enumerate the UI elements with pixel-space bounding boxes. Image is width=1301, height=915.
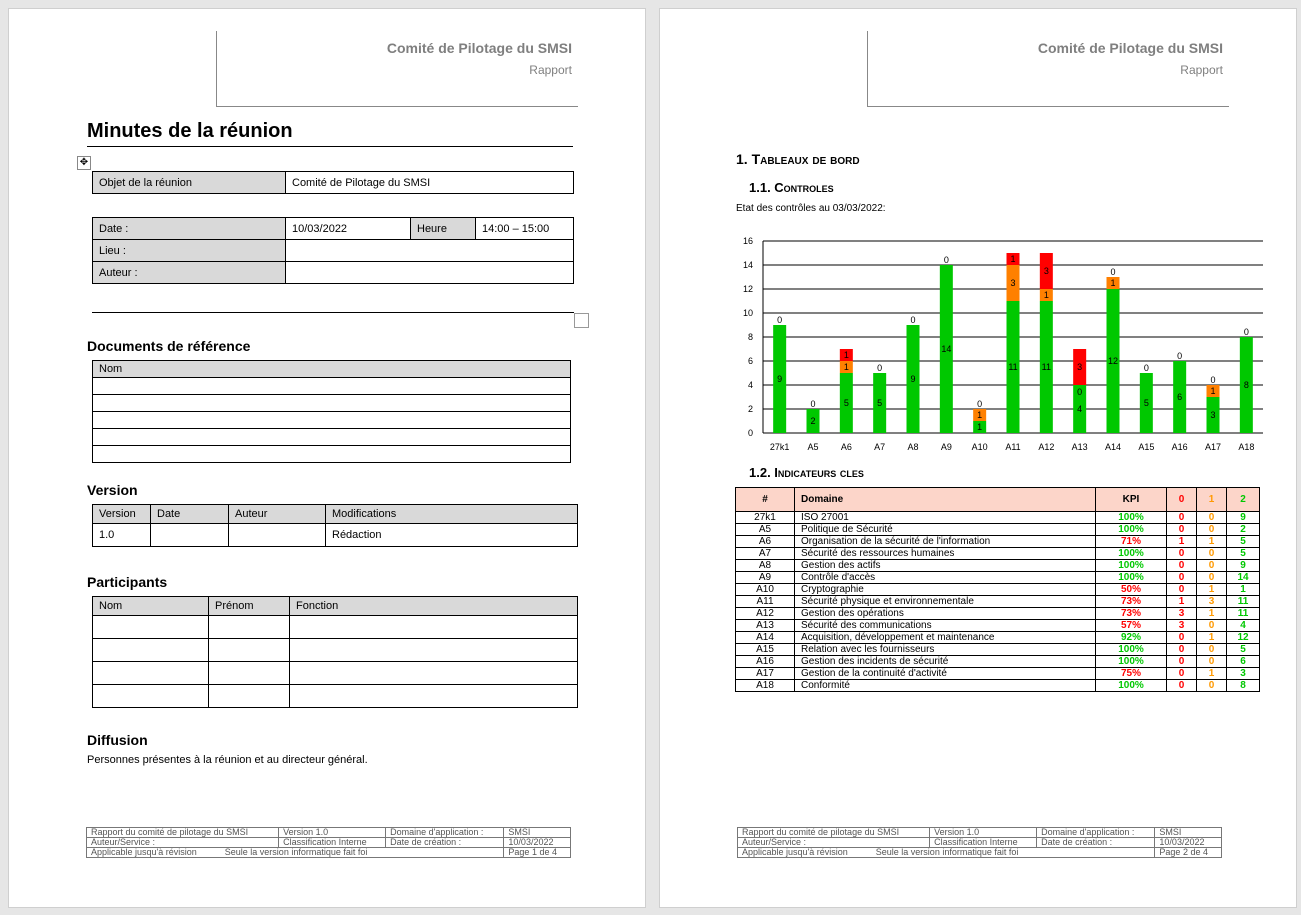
data-label: 14 bbox=[941, 344, 952, 354]
footer-cell: Version 1.0 bbox=[930, 828, 1037, 838]
data-label: 1 bbox=[1010, 254, 1016, 264]
kpi-row bbox=[736, 608, 1260, 620]
kpi-cell: 12 bbox=[1227, 632, 1260, 644]
kpi-cell: 11 bbox=[1227, 596, 1260, 608]
kpi-cell: 100% bbox=[1096, 644, 1167, 656]
kpi-cell: 73% bbox=[1096, 608, 1167, 620]
x-tick-label: A7 bbox=[874, 442, 886, 452]
data-label: 3 bbox=[1010, 278, 1016, 288]
data-label: 1 bbox=[1110, 278, 1116, 288]
kpi-cell: 0 bbox=[1197, 620, 1227, 632]
data-label: 0 bbox=[1177, 351, 1183, 361]
kpi-row bbox=[736, 620, 1260, 632]
kpi-row bbox=[736, 596, 1260, 608]
version-cell[interactable] bbox=[151, 524, 229, 547]
header-title: Comité de Pilotage du SMSI bbox=[1037, 40, 1223, 56]
kpi-cell: 100% bbox=[1096, 680, 1167, 692]
diffusion-heading: Diffusion bbox=[87, 732, 148, 748]
y-tick-label: 14 bbox=[742, 260, 753, 270]
kpi-cell: 0 bbox=[1167, 584, 1197, 596]
kpi-cell: Gestion des actifs bbox=[795, 560, 1096, 572]
data-label: 2 bbox=[810, 416, 816, 426]
docs-table bbox=[92, 360, 571, 463]
kpi-cell: 9 bbox=[1227, 512, 1260, 524]
version-header: Date bbox=[151, 505, 229, 524]
page-header bbox=[867, 31, 1229, 107]
kpi-cell: 1 bbox=[1167, 536, 1197, 548]
kpi-cell: A15 bbox=[736, 644, 795, 656]
kpi-row bbox=[736, 584, 1260, 596]
x-tick-label: A17 bbox=[1204, 442, 1222, 452]
kpi-cell: Sécurité des communications bbox=[795, 620, 1096, 632]
docs-heading: Documents de référence bbox=[87, 338, 251, 354]
table-resize-handle-icon[interactable] bbox=[574, 313, 589, 328]
footer-cell: Auteur/Service : bbox=[738, 838, 930, 848]
participant-cell[interactable] bbox=[93, 639, 209, 662]
kpi-row bbox=[736, 644, 1260, 656]
data-label: 12 bbox=[1107, 356, 1119, 366]
kpi-cell: 0 bbox=[1197, 524, 1227, 536]
footer-cell: 10/03/2022 bbox=[1155, 838, 1222, 848]
data-label: 4 bbox=[1077, 404, 1083, 414]
x-tick-label: A13 bbox=[1071, 442, 1088, 452]
participants-header: Prénom bbox=[209, 597, 290, 616]
data-label: 0 bbox=[777, 315, 783, 325]
participants-heading: Participants bbox=[87, 574, 168, 590]
data-label: 3 bbox=[1077, 362, 1083, 372]
meeting-info-table bbox=[92, 217, 574, 284]
kpi-cell: A13 bbox=[736, 620, 795, 632]
page-number: Page 2 de 4 bbox=[1155, 848, 1222, 858]
kpi-cell: A9 bbox=[736, 572, 795, 584]
kpi-cell: 2 bbox=[1227, 524, 1260, 536]
data-label: 0 bbox=[910, 315, 916, 325]
participant-cell[interactable] bbox=[209, 662, 290, 685]
kpi-cell: 1 bbox=[1197, 584, 1227, 596]
data-label: 1 bbox=[1210, 386, 1216, 396]
kpi-cell: 100% bbox=[1096, 548, 1167, 560]
kpi-cell: Contrôle d'accès bbox=[795, 572, 1096, 584]
footer-cell: Seule la version informatique fait foi bbox=[875, 847, 1019, 857]
data-label: 0 bbox=[1110, 267, 1116, 277]
kpi-header: Domaine bbox=[795, 488, 1096, 512]
data-label: 5 bbox=[843, 398, 849, 408]
kpi-row bbox=[736, 512, 1260, 524]
participant-cell[interactable] bbox=[290, 639, 578, 662]
participants-table bbox=[92, 596, 578, 708]
kpi-cell: 0 bbox=[1167, 632, 1197, 644]
divider bbox=[92, 312, 574, 313]
data-label: 0 bbox=[877, 363, 883, 373]
subsection-heading: 1.1. Controles bbox=[749, 180, 834, 195]
kpi-cell: 92% bbox=[1096, 632, 1167, 644]
version-cell[interactable]: Rédaction bbox=[326, 524, 578, 547]
kpi-cell: 1 bbox=[1197, 608, 1227, 620]
lieu-value[interactable] bbox=[286, 240, 574, 262]
participants-header: Fonction bbox=[290, 597, 578, 616]
data-label: 0 bbox=[810, 399, 816, 409]
kpi-cell: Organisation de la sécurité de l'information bbox=[795, 536, 1096, 548]
kpi-cell: 100% bbox=[1096, 524, 1167, 536]
heure-value[interactable]: 14:00 – 15:00 bbox=[476, 218, 574, 240]
kpi-row bbox=[736, 656, 1260, 668]
kpi-cell: Cryptographie bbox=[795, 584, 1096, 596]
header-subtitle: Rapport bbox=[529, 63, 572, 77]
data-label: 9 bbox=[910, 374, 916, 384]
kpi-header: KPI bbox=[1096, 488, 1167, 512]
data-label: 3 bbox=[1043, 266, 1049, 276]
footer-cell: Rapport du comité de pilotage du SMSI bbox=[738, 828, 930, 838]
kpi-cell: A14 bbox=[736, 632, 795, 644]
kpi-cell: Politique de Sécurité bbox=[795, 524, 1096, 536]
subsection-heading: 1.2. Indicateurs cles bbox=[749, 465, 864, 480]
objet-label: Objet de la réunion bbox=[93, 172, 286, 194]
docs-cell[interactable] bbox=[93, 378, 571, 395]
data-label: 0 bbox=[1210, 375, 1216, 385]
participant-cell[interactable] bbox=[290, 616, 578, 639]
footer-cell: Version 1.0 bbox=[279, 828, 386, 838]
kpi-cell: 1 bbox=[1197, 632, 1227, 644]
x-tick-label: A9 bbox=[940, 442, 952, 452]
kpi-cell: 9 bbox=[1227, 560, 1260, 572]
kpi-cell: 5 bbox=[1227, 548, 1260, 560]
kpi-cell: Relation avec les fournisseurs bbox=[795, 644, 1096, 656]
participant-cell[interactable] bbox=[209, 685, 290, 708]
page-1 bbox=[8, 8, 646, 908]
kpi-cell: 0 bbox=[1197, 560, 1227, 572]
x-tick-label: A16 bbox=[1171, 442, 1188, 452]
y-tick-label: 6 bbox=[747, 356, 753, 366]
kpi-cell: 5 bbox=[1227, 644, 1260, 656]
x-tick-label: A12 bbox=[1038, 442, 1055, 452]
docs-cell[interactable] bbox=[93, 395, 571, 412]
x-tick-label: A14 bbox=[1104, 442, 1122, 452]
data-label: 0 bbox=[943, 255, 949, 265]
lieu-label: Lieu : bbox=[93, 240, 286, 262]
document-title: Minutes de la réunion bbox=[87, 120, 573, 147]
data-label: 11 bbox=[1041, 362, 1052, 372]
kpi-cell: 73% bbox=[1096, 596, 1167, 608]
data-label: 1 bbox=[1043, 290, 1049, 300]
footer-cell: SMSI bbox=[504, 828, 571, 838]
kpi-cell: 3 bbox=[1167, 608, 1197, 620]
header-title: Comité de Pilotage du SMSI bbox=[386, 40, 572, 56]
kpi-cell: 1 bbox=[1197, 536, 1227, 548]
x-tick-label: A8 bbox=[907, 442, 919, 452]
kpi-row bbox=[736, 524, 1260, 536]
data-label: 3 bbox=[1210, 410, 1216, 420]
kpi-table bbox=[735, 487, 1260, 692]
kpi-row bbox=[736, 560, 1260, 572]
kpi-cell: 3 bbox=[1227, 668, 1260, 680]
kpi-cell: 0 bbox=[1167, 656, 1197, 668]
data-label: 1 bbox=[977, 410, 983, 420]
section-heading: 1. Tableaux de bord bbox=[736, 151, 860, 167]
data-label: 1 bbox=[843, 350, 849, 360]
data-label: 0 bbox=[1077, 387, 1083, 397]
kpi-cell: A16 bbox=[736, 656, 795, 668]
kpi-cell: 0 bbox=[1167, 644, 1197, 656]
kpi-cell: Gestion des opérations bbox=[795, 608, 1096, 620]
version-table bbox=[92, 504, 578, 547]
x-tick-label: 27k1 bbox=[769, 442, 790, 452]
version-heading: Version bbox=[87, 482, 138, 498]
footer-cell: 10/03/2022 bbox=[504, 838, 571, 848]
x-tick-label: A18 bbox=[1238, 442, 1255, 452]
footer-cell: SMSI bbox=[1155, 828, 1222, 838]
kpi-row bbox=[736, 536, 1260, 548]
page-footer bbox=[86, 827, 571, 858]
kpi-row bbox=[736, 632, 1260, 644]
y-tick-label: 12 bbox=[742, 284, 753, 294]
kpi-cell: A18 bbox=[736, 680, 795, 692]
kpi-cell: 0 bbox=[1197, 572, 1227, 584]
kpi-row bbox=[736, 572, 1260, 584]
data-label: 11 bbox=[1008, 362, 1018, 372]
kpi-cell: A11 bbox=[736, 596, 795, 608]
kpi-cell: A12 bbox=[736, 608, 795, 620]
kpi-cell: 14 bbox=[1227, 572, 1260, 584]
kpi-cell: 0 bbox=[1167, 572, 1197, 584]
date-label: Date : bbox=[93, 218, 286, 240]
kpi-cell: A6 bbox=[736, 536, 795, 548]
footer-cell: Domaine d'application : bbox=[1037, 828, 1155, 838]
date-value[interactable]: 10/03/2022 bbox=[286, 218, 411, 240]
y-tick-label: 10 bbox=[742, 308, 753, 318]
footer-cell: Applicable jusqu'à révision bbox=[91, 847, 197, 857]
footer-cell: Auteur/Service : bbox=[87, 838, 279, 848]
kpi-row bbox=[736, 548, 1260, 560]
kpi-cell: ISO 27001 bbox=[795, 512, 1096, 524]
kpi-cell: 100% bbox=[1096, 656, 1167, 668]
kpi-header: # bbox=[736, 488, 795, 512]
kpi-cell: A17 bbox=[736, 668, 795, 680]
data-label: 0 bbox=[1243, 327, 1249, 337]
page-footer bbox=[737, 827, 1222, 858]
kpi-cell: 11 bbox=[1227, 608, 1260, 620]
footer-cell: Seule la version informatique fait foi bbox=[224, 847, 368, 857]
kpi-cell: 8 bbox=[1227, 680, 1260, 692]
y-tick-label: 16 bbox=[742, 236, 753, 246]
kpi-cell: 0 bbox=[1197, 656, 1227, 668]
kpi-cell: 1 bbox=[1197, 668, 1227, 680]
diffusion-text: Personnes présentes à la réunion et au directeur général. bbox=[87, 754, 368, 766]
kpi-cell: 71% bbox=[1096, 536, 1167, 548]
kpi-cell: 57% bbox=[1096, 620, 1167, 632]
data-label: 5 bbox=[1143, 398, 1149, 408]
docs-cell[interactable] bbox=[93, 429, 571, 446]
y-tick-label: 4 bbox=[747, 380, 753, 390]
version-header: Auteur bbox=[229, 505, 326, 524]
footer-cell: Applicable jusqu'à révision bbox=[742, 847, 848, 857]
participant-cell[interactable] bbox=[209, 616, 290, 639]
kpi-cell: A10 bbox=[736, 584, 795, 596]
kpi-header: 1 bbox=[1197, 488, 1227, 512]
y-tick-label: 8 bbox=[747, 332, 753, 342]
kpi-cell: 4 bbox=[1227, 620, 1260, 632]
kpi-cell: 3 bbox=[1167, 620, 1197, 632]
x-tick-label: A6 bbox=[840, 442, 852, 452]
kpi-cell: 100% bbox=[1096, 512, 1167, 524]
data-label: 9 bbox=[777, 374, 783, 384]
kpi-cell: 0 bbox=[1167, 668, 1197, 680]
header-subtitle: Rapport bbox=[1180, 63, 1223, 77]
kpi-cell: 0 bbox=[1197, 644, 1227, 656]
chart-caption: Etat des contrôles au 03/03/2022: bbox=[736, 203, 886, 214]
participant-cell[interactable] bbox=[93, 616, 209, 639]
kpi-cell: 0 bbox=[1197, 548, 1227, 560]
kpi-cell: 1 bbox=[1167, 596, 1197, 608]
footer-cell: Domaine d'application : bbox=[386, 828, 504, 838]
kpi-cell: Gestion de la continuité d'activité bbox=[795, 668, 1096, 680]
kpi-cell: 100% bbox=[1096, 560, 1167, 572]
footer-cell: Rapport du comité de pilotage du SMSI bbox=[87, 828, 279, 838]
kpi-cell: Acquisition, développement et maintenance bbox=[795, 632, 1096, 644]
data-label: 8 bbox=[1243, 380, 1249, 390]
kpi-cell: Sécurité des ressources humaines bbox=[795, 548, 1096, 560]
kpi-header: 2 bbox=[1227, 488, 1260, 512]
kpi-row bbox=[736, 680, 1260, 692]
kpi-cell: 0 bbox=[1197, 680, 1227, 692]
x-tick-label: A11 bbox=[1005, 442, 1021, 452]
auteur-label: Auteur : bbox=[93, 262, 286, 284]
data-label: 1 bbox=[977, 422, 983, 432]
kpi-cell: 1 bbox=[1227, 584, 1260, 596]
kpi-cell: 0 bbox=[1167, 548, 1197, 560]
kpi-cell: A7 bbox=[736, 548, 795, 560]
kpi-cell: 0 bbox=[1167, 680, 1197, 692]
kpi-cell: 0 bbox=[1197, 512, 1227, 524]
table-move-handle-icon[interactable]: ✥ bbox=[77, 156, 91, 170]
heure-label: Heure bbox=[411, 218, 476, 240]
participant-cell[interactable] bbox=[290, 662, 578, 685]
y-tick-label: 2 bbox=[747, 404, 753, 414]
x-tick-label: A15 bbox=[1138, 442, 1155, 452]
data-label: 5 bbox=[877, 398, 883, 408]
kpi-cell: 0 bbox=[1167, 524, 1197, 536]
footer-cell: Classification Interne bbox=[930, 838, 1037, 848]
version-header: Modifications bbox=[326, 505, 578, 524]
participant-cell[interactable] bbox=[93, 685, 209, 708]
kpi-cell: 6 bbox=[1227, 656, 1260, 668]
participant-cell[interactable] bbox=[290, 685, 578, 708]
docs-cell[interactable] bbox=[93, 412, 571, 429]
kpi-cell: 27k1 bbox=[736, 512, 795, 524]
participant-cell[interactable] bbox=[93, 662, 209, 685]
version-cell[interactable]: 1.0 bbox=[93, 524, 151, 547]
data-label: 0 bbox=[977, 399, 983, 409]
kpi-header: 0 bbox=[1167, 488, 1197, 512]
kpi-cell: 0 bbox=[1167, 560, 1197, 572]
kpi-cell: 3 bbox=[1197, 596, 1227, 608]
page-2 bbox=[659, 8, 1297, 908]
footer-cell: Date de création : bbox=[386, 838, 504, 848]
objet-table bbox=[92, 171, 574, 194]
kpi-cell: 5 bbox=[1227, 536, 1260, 548]
footer-cell: Date de création : bbox=[1037, 838, 1155, 848]
kpi-cell: A8 bbox=[736, 560, 795, 572]
controls-bar-chart bbox=[720, 224, 1280, 454]
kpi-row bbox=[736, 668, 1260, 680]
data-label: 0 bbox=[1143, 363, 1149, 373]
page-number: Page 1 de 4 bbox=[504, 848, 571, 858]
kpi-cell: 75% bbox=[1096, 668, 1167, 680]
auteur-value[interactable] bbox=[286, 262, 574, 284]
docs-cell[interactable] bbox=[93, 446, 571, 463]
docs-header-nom: Nom bbox=[93, 361, 571, 378]
kpi-cell: 100% bbox=[1096, 572, 1167, 584]
kpi-cell: Sécurité physique et environnementale bbox=[795, 596, 1096, 608]
kpi-cell: 0 bbox=[1167, 512, 1197, 524]
kpi-cell: A5 bbox=[736, 524, 795, 536]
x-tick-label: A5 bbox=[807, 442, 819, 452]
version-cell[interactable] bbox=[229, 524, 326, 547]
version-header: Version bbox=[93, 505, 151, 524]
page-header bbox=[216, 31, 578, 107]
kpi-cell: 50% bbox=[1096, 584, 1167, 596]
x-tick-label: A10 bbox=[971, 442, 988, 452]
participants-header: Nom bbox=[93, 597, 209, 616]
footer-cell: Classification Interne bbox=[279, 838, 386, 848]
data-label: 1 bbox=[843, 362, 849, 372]
kpi-cell: Conformité bbox=[795, 680, 1096, 692]
kpi-cell: Gestion des incidents de sécurité bbox=[795, 656, 1096, 668]
participant-cell[interactable] bbox=[209, 639, 290, 662]
data-label: 6 bbox=[1177, 392, 1183, 402]
y-tick-label: 0 bbox=[747, 428, 753, 438]
objet-value[interactable]: Comité de Pilotage du SMSI bbox=[286, 172, 574, 194]
